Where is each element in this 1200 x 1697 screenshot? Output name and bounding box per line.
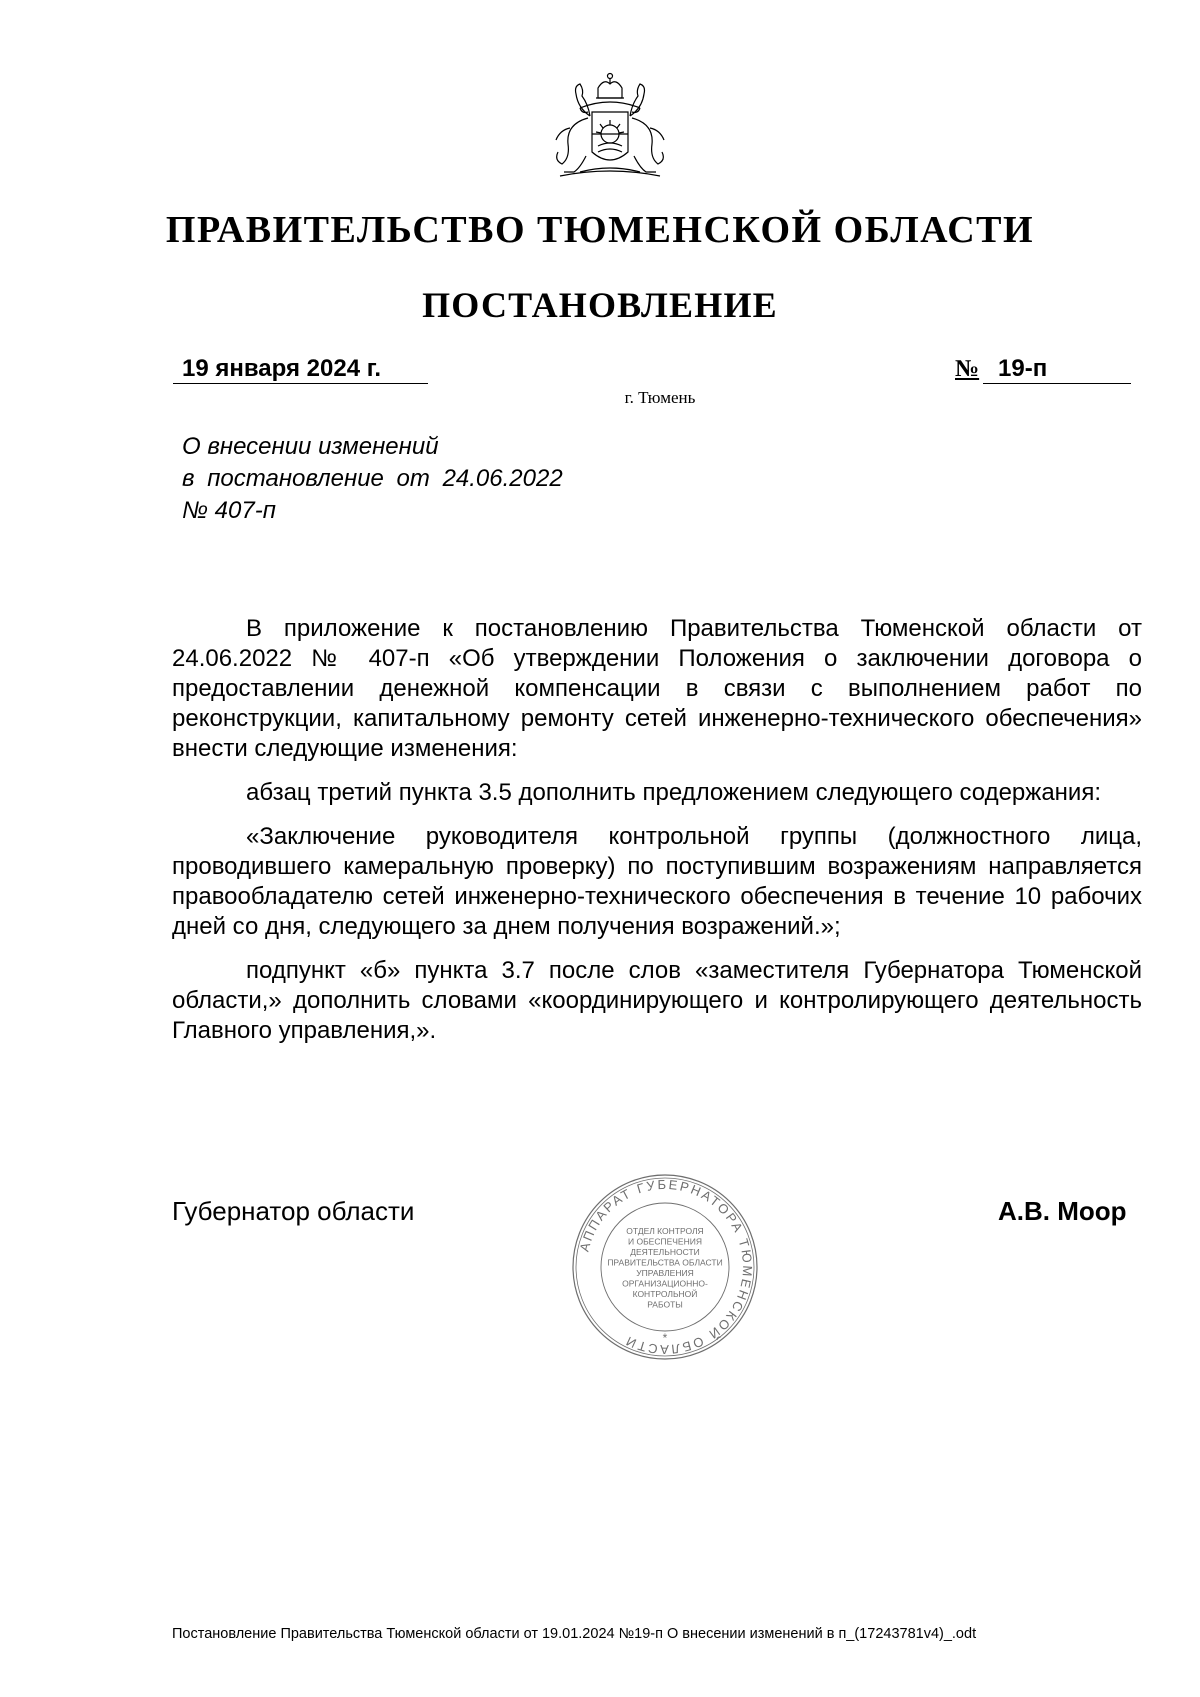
body-paragraph: В приложение к постановлению Правительства Тюменской области от 24.06.2022 № 407-п «Об утверждении Положения о заключении договора о предоставлении денежной компенсации в связи с выполнением работ по реконструкции, капитальному ремонту сетей инженерно-технического обеспечения» внести следующие изменения: xyxy=(172,615,1142,762)
body-paragraph: «Заключение руководителя контрольной группы (должностного лица, проводившего камеральную проверку) по поступившим возражениям направляется правообладателю сетей инженерно-технического обеспечения в течение 10 рабочих дней со дня, следующего за днем получения возражений.»; xyxy=(172,823,1142,940)
body-paragraph: подпункт «б» пункта 3.7 после слов «заместителя Губернатора Тюменской области,» дополнить словами «координирующего и контролирующего деятельность Главного управления,». xyxy=(172,957,1142,1044)
organization-title: ПРАВИТЕЛЬСТВО ТЮМЕНСКОЙ ОБЛАСТИ xyxy=(165,209,1035,251)
signatory-position: Губернатор области xyxy=(172,1196,415,1226)
stamp-inner-line: РАБОТЫ xyxy=(647,1299,683,1310)
official-stamp xyxy=(570,1172,760,1362)
city-name: г. Тюмень xyxy=(624,388,696,407)
stamp-inner-line: ДЕЯТЕЛЬНОСТИ xyxy=(630,1247,700,1257)
document-subject xyxy=(182,431,563,527)
stamp-inner-line: ОТДЕЛ КОНТРОЛЯ xyxy=(626,1226,704,1236)
coat-of-arms-emblem xyxy=(540,68,680,186)
subject-line: № 407-п xyxy=(182,497,276,524)
document-number: 19-п xyxy=(998,355,1048,382)
footer-filename: Постановление Правительства Тюменской области от 19.01.2024 №19-п О внесении изменений в п_(17243781v4)_.odt xyxy=(172,1626,977,1642)
stamp-outer-text: АППАРАТ ГУБЕРНАТОРА ТЮМЕНСКОЙ ОБЛАСТИ xyxy=(576,1176,756,1358)
document-type-heading: ПОСТАНОВЛЕНИЕ xyxy=(422,285,778,325)
stamp-inner-line: И ОБЕСПЕЧЕНИЯ xyxy=(628,1236,702,1247)
stamp-star: * xyxy=(662,1331,668,1345)
stamp-inner-line: ПРАВИТЕЛЬСТВА ОБЛАСТИ xyxy=(607,1257,723,1268)
subject-line: в постановление от 24.06.2022 xyxy=(182,465,563,492)
stamp-inner-line: ОРГАНИЗАЦИОННО- xyxy=(622,1278,708,1289)
number-sign: № xyxy=(955,356,980,382)
subject-line: О внесении изменений xyxy=(182,433,439,460)
document-date: 19 января 2024 г. xyxy=(182,355,381,382)
stamp-inner-line: УПРАВЛЕНИЯ xyxy=(636,1268,694,1278)
stamp-inner-line: КОНТРОЛЬНОЙ xyxy=(632,1289,698,1299)
document-body xyxy=(172,614,1142,1060)
signatory-name: А.В. Моор xyxy=(998,1196,1127,1226)
body-paragraph: абзац третий пункта 3.5 дополнить предложением следующего содержания: xyxy=(246,779,1101,806)
